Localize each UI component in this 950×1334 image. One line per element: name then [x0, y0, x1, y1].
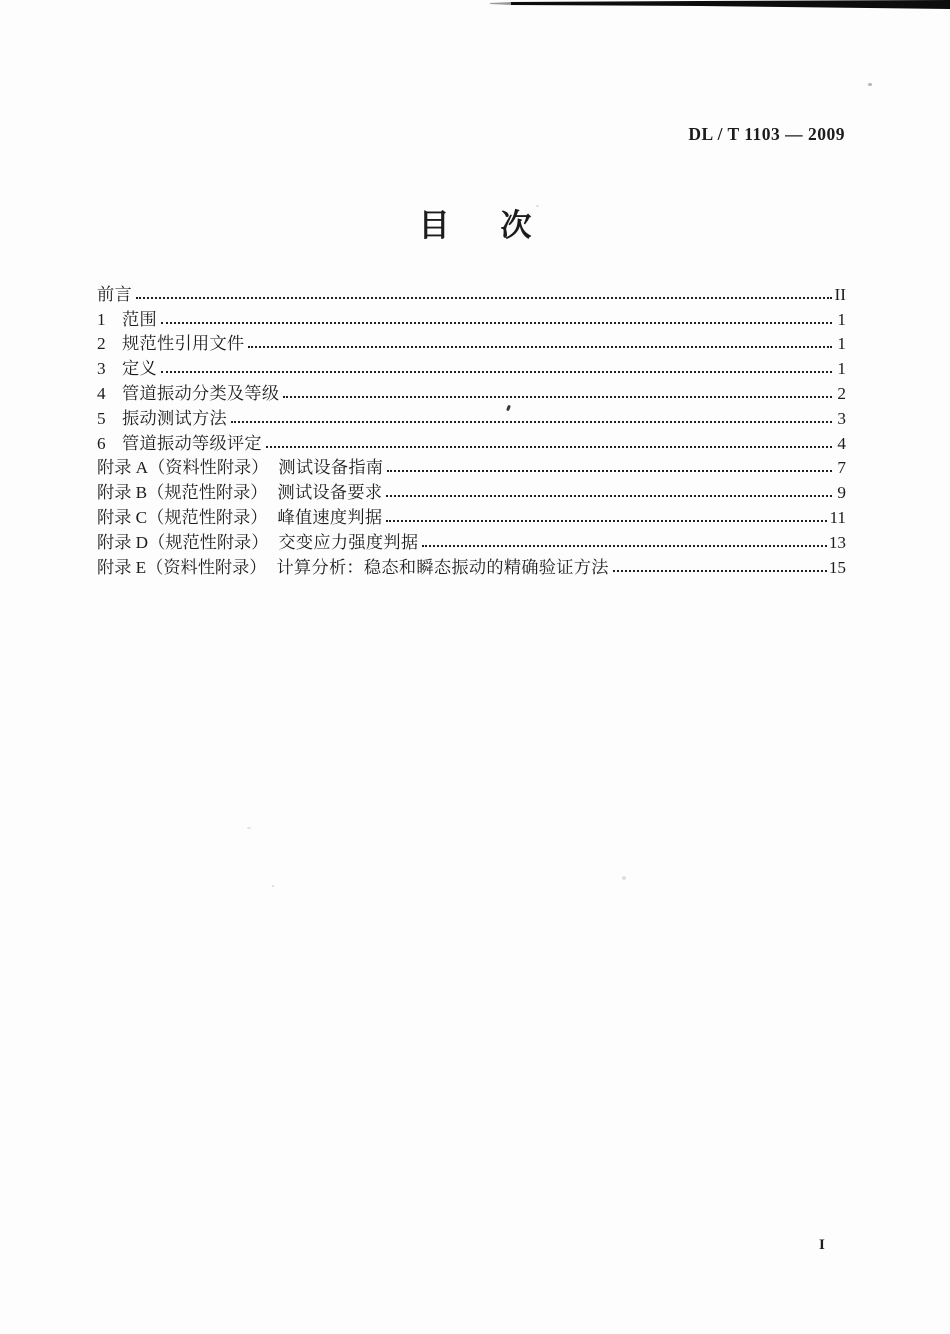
- toc-entry: [97, 355, 846, 380]
- toc-page-number: 1: [837, 359, 846, 379]
- toc-entry: [97, 455, 846, 480]
- toc-dot-leader: [248, 346, 832, 348]
- folio-page-number: I: [819, 1237, 825, 1253]
- toc-entry: [97, 430, 846, 455]
- toc-entry-number: 6: [97, 433, 106, 453]
- toc-entry: [97, 306, 846, 331]
- toc-dot-leader: [161, 322, 832, 324]
- toc-dot-leader: [266, 446, 832, 448]
- toc-dot-leader: [231, 421, 832, 423]
- scan-artifact-bar: [0, 0, 950, 12]
- toc-page-number: 3: [837, 408, 846, 428]
- toc-dot-leader: [161, 371, 832, 373]
- toc-dot-leader: [386, 495, 832, 497]
- toc-entry: [97, 554, 846, 579]
- toc-entry-number: 2: [97, 334, 106, 354]
- scan-speck: [622, 876, 626, 880]
- toc-page-number: 11: [829, 507, 846, 527]
- standard-code-header: DL / T 1103 — 2009: [688, 124, 845, 144]
- toc-page-number: 1: [837, 309, 846, 329]
- toc-entry: [97, 504, 846, 529]
- toc-page-number: 13: [828, 532, 846, 552]
- toc-page-number: 15: [828, 557, 846, 577]
- toc-dot-leader: [283, 396, 832, 398]
- toc-entry-prefix: 附录 B（规范性附录）: [97, 483, 268, 503]
- toc-page-number: 9: [837, 483, 846, 503]
- toc-entry-label: 交变应力强度判据: [278, 532, 419, 552]
- toc-dot-leader: [386, 520, 827, 522]
- toc-entry-number: 5: [97, 408, 106, 428]
- toc-dot-leader: [387, 470, 832, 472]
- toc-entry-label: 规范性引用文件: [122, 334, 245, 354]
- page-title: 目 次: [418, 208, 542, 243]
- toc-page-number: 2: [837, 383, 846, 403]
- toc-entry-number: 3: [97, 359, 106, 379]
- toc-entry: [97, 281, 846, 306]
- toc-entry: [97, 529, 846, 554]
- toc-entry: [97, 380, 846, 405]
- toc-entry-label: 范围: [122, 309, 157, 329]
- scan-speck: [247, 827, 251, 829]
- toc-entry: [97, 405, 846, 430]
- toc-entry-prefix: 附录 C（规范性附录）: [97, 507, 268, 527]
- toc-entry-label: 计算分析：稳态和瞬态振动的精确验证方法: [276, 557, 609, 577]
- toc-entry-prefix: 附录 D（规范性附录）: [97, 532, 269, 552]
- toc-page-number: 1: [837, 334, 846, 354]
- toc-page-number: II: [834, 284, 846, 304]
- scan-speck: [272, 885, 274, 887]
- toc-entry-label: 管道振动分类及等级: [122, 383, 280, 403]
- toc-entry-label: 振动测试方法: [122, 408, 227, 428]
- toc-entry-prefix: 附录 E（资料性附录）: [97, 557, 267, 577]
- toc-entry: [97, 331, 846, 356]
- toc-entry-label: 测试设备要求: [277, 483, 383, 503]
- toc-dot-leader: [613, 570, 827, 572]
- toc-entry-label: 测试设备指南: [278, 458, 384, 478]
- toc-dot-leader: [422, 545, 827, 547]
- toc-entry-label: 前言: [97, 284, 132, 304]
- table-of-contents: [97, 281, 846, 579]
- toc-dot-leader: [136, 297, 832, 299]
- scan-speck: [868, 83, 872, 86]
- toc-entry-number: 4: [97, 383, 106, 403]
- toc-entry-label: 管道振动等级评定: [122, 433, 262, 453]
- toc-entry-label: 峰值速度判据: [277, 507, 383, 527]
- toc-entry-prefix: 附录 A（资料性附录）: [97, 458, 269, 478]
- toc-entry: [97, 479, 846, 504]
- toc-entry-label: 定义: [122, 359, 157, 379]
- toc-entry-number: 1: [97, 309, 106, 329]
- toc-page-number: 4: [837, 433, 846, 453]
- toc-page-number: 7: [837, 458, 846, 478]
